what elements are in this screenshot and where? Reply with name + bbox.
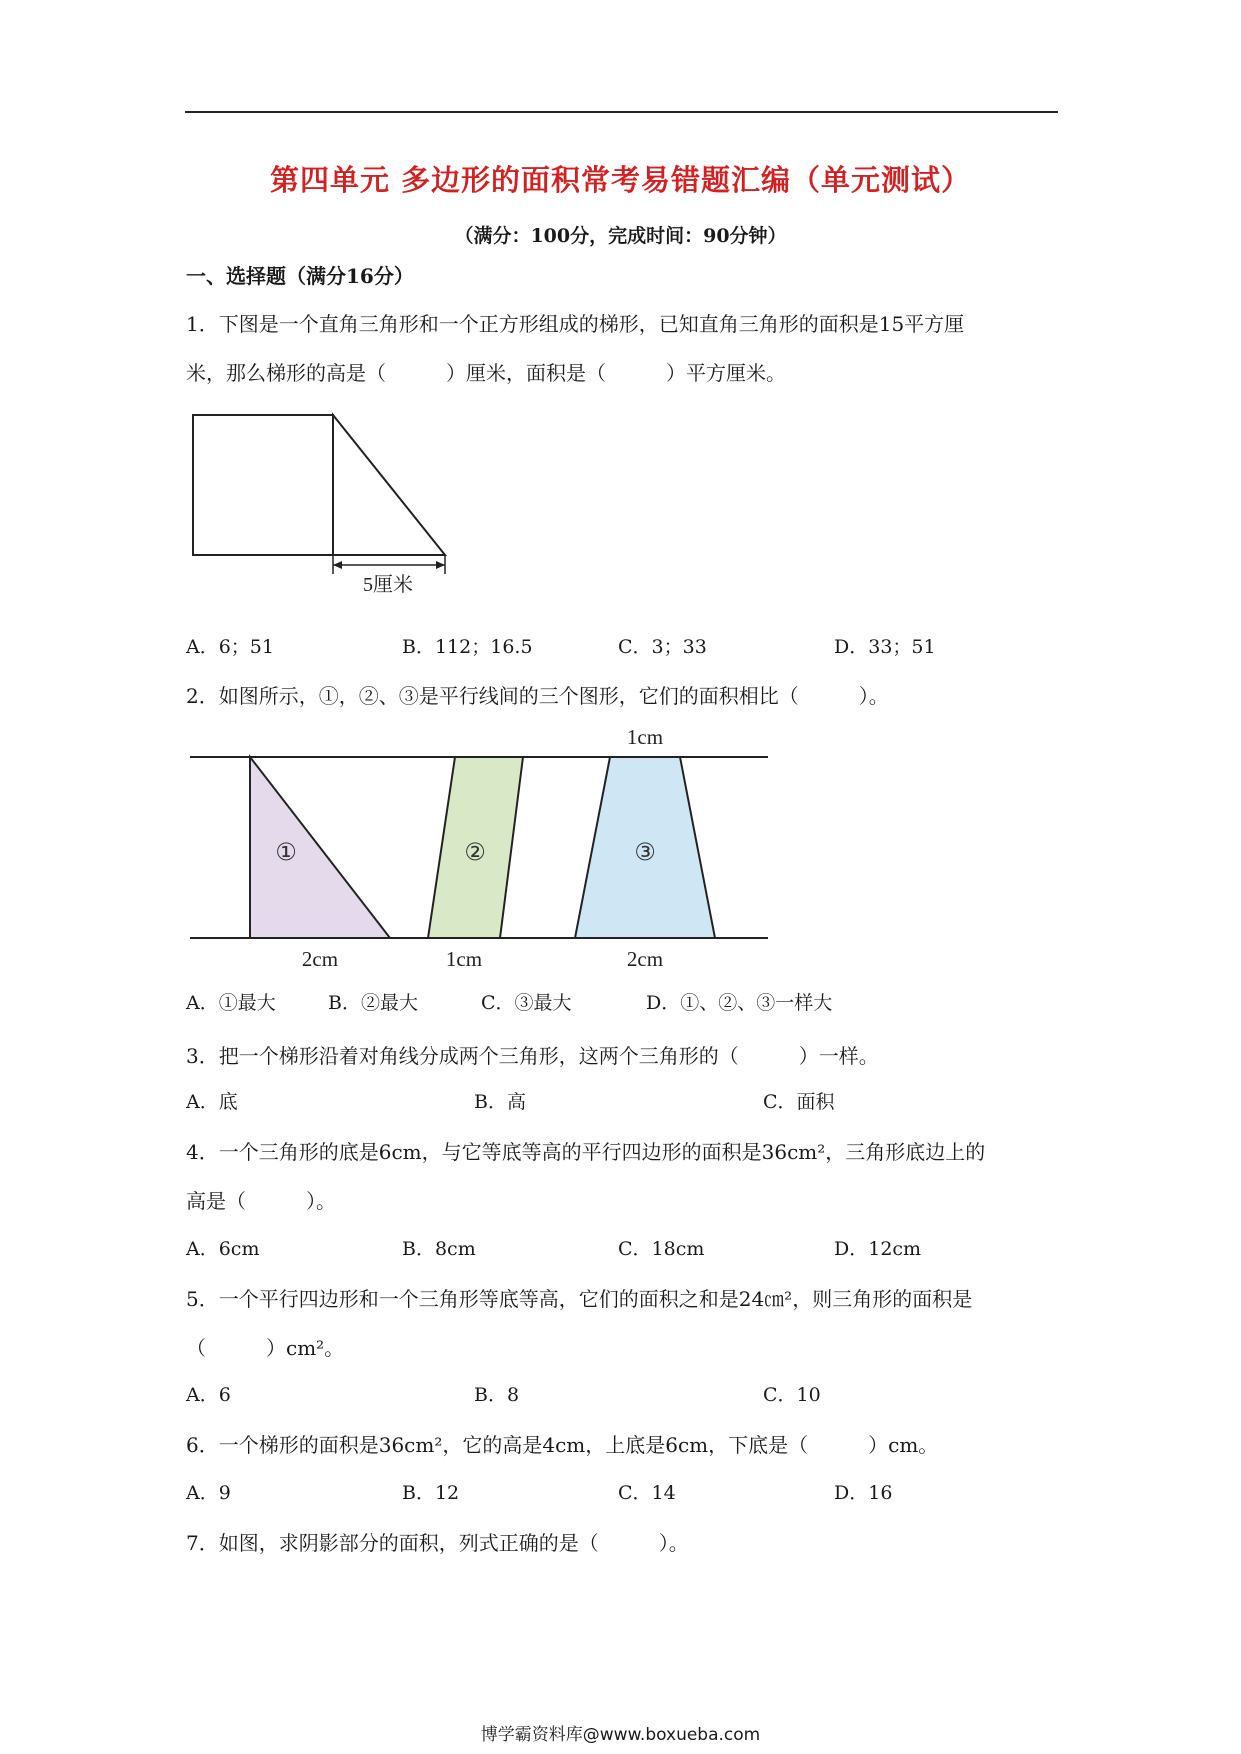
shape-2-label: ② [464,838,486,866]
header-rule [185,111,1058,113]
q5-line1: 5．一个平行四边形和一个三角形等底等高，它们的面积之和是24㎝²，则三角形的面积是 [186,1287,973,1311]
q1-option-d[interactable]: D．33；51 [834,636,936,658]
q2-line1: 2．如图所示，①，②、③是平行线间的三个图形，它们的面积相比（ ）。 [186,684,889,708]
shape-1-label: ① [275,838,297,866]
q5-option-a[interactable]: A．6 [186,1384,231,1406]
q1-line1: 1．下图是一个直角三角形和一个正方形组成的梯形，已知直角三角形的面积是15平方厘 [186,312,965,336]
q2-option-c[interactable]: C．③最大 [481,992,572,1014]
q5-option-b[interactable]: B．8 [474,1384,520,1406]
q5-line2: （ ）cm²。 [186,1336,345,1360]
bottom-label-2: 1cm [445,947,483,971]
footer-watermark: 博学霸资料库@www.boxueba.com [480,1725,761,1745]
q4-line2: 高是（ ）。 [186,1189,336,1213]
square-shape [193,415,333,555]
dimension-label: 5厘米 [363,574,413,596]
q4-option-a[interactable]: A．6cm [186,1238,260,1260]
q6-line1: 6．一个梯形的面积是36cm²，它的高是4cm，上底是6cm，下底是（ ）cm。 [186,1433,939,1457]
arrow-left [333,561,342,569]
q6-option-d[interactable]: D．16 [834,1482,893,1504]
section-heading: 一、选择题（满分16分） [186,264,414,288]
q3-option-a[interactable]: A．底 [186,1091,238,1113]
top-length-label: 1cm [626,725,664,749]
q2-option-b[interactable]: B．②最大 [328,992,418,1014]
q3-option-c[interactable]: C．面积 [763,1091,835,1113]
q4-option-b[interactable]: B．8cm [402,1238,476,1260]
bottom-label-1: 2cm [301,947,339,971]
q4-option-c[interactable]: C．18cm [618,1238,705,1260]
q1-option-a[interactable]: A．6；51 [186,636,274,658]
q6-option-a[interactable]: A．9 [186,1482,231,1504]
q5-option-c[interactable]: C．10 [763,1384,821,1406]
q4-line1: 4．一个三角形的底是6cm，与它等底等高的平行四边形的面积是36cm²，三角形底边上的 [186,1140,986,1164]
shape-3-label: ③ [634,838,656,866]
q1-line2: 米，那么梯形的高是（ ）厘米，面积是（ ）平方厘米。 [186,361,786,385]
shape-1-triangle [250,757,390,938]
page-title: 第四单元 多边形的面积常考易错题汇编（单元测试） [269,163,972,197]
q1-option-b[interactable]: B．112；16.5 [402,636,533,658]
q6-option-c[interactable]: C．14 [618,1482,676,1504]
q3-option-b[interactable]: B．高 [474,1091,526,1113]
arrow-right [436,561,445,569]
right-triangle-shape [333,415,445,555]
q2-figure [186,720,776,980]
q2-option-a[interactable]: A．①最大 [186,992,276,1014]
page-subtitle: （满分：100分，完成时间：90分钟） [454,225,787,247]
q1-figure [188,410,468,600]
q4-option-d[interactable]: D．12cm [834,1238,922,1260]
bottom-label-3: 2cm [626,947,664,971]
q7-line1: 7．如图，求阴影部分的面积，列式正确的是（ ）。 [186,1531,689,1555]
q1-option-c[interactable]: C．3；33 [618,636,707,658]
q2-option-d[interactable]: D．①、②、③一样大 [646,992,833,1014]
q3-line1: 3．把一个梯形沿着对角线分成两个三角形，这两个三角形的（ ）一样。 [186,1044,879,1068]
q6-option-b[interactable]: B．12 [402,1482,460,1504]
